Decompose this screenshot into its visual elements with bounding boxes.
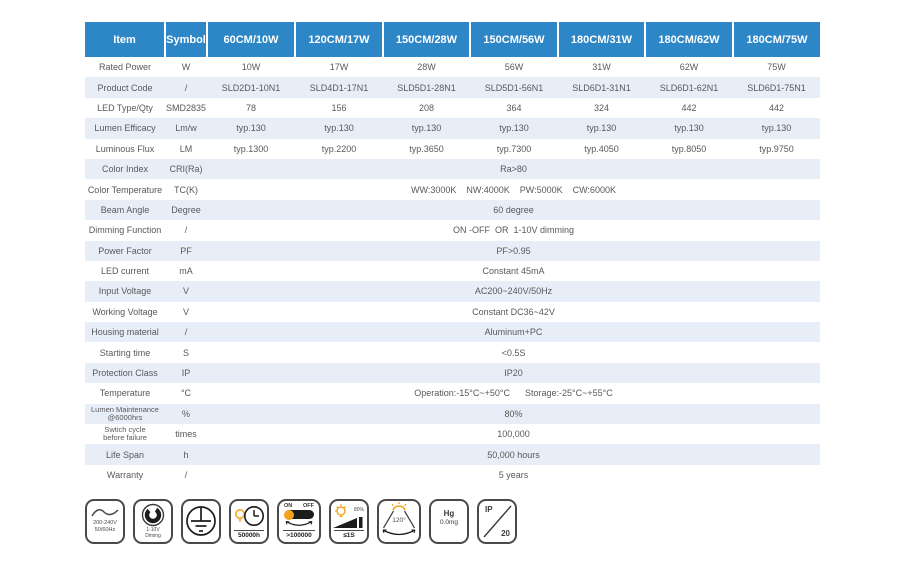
- symbol-cell: S: [165, 342, 207, 362]
- symbol-cell: TC(K): [165, 179, 207, 199]
- dim-range-label: 1-10V: [146, 527, 160, 533]
- item-cell: Input Voltage: [85, 281, 165, 301]
- table-row: [85, 200, 820, 220]
- symbol-cell: /: [165, 322, 207, 342]
- value-cell: typ.2200: [295, 139, 383, 159]
- table-row: [85, 241, 820, 261]
- table-row: [85, 179, 820, 199]
- value-cell: 208: [383, 98, 470, 118]
- ip-rating-icon: [477, 499, 517, 544]
- column-header-model: 120CM/17W: [295, 22, 383, 57]
- value-cell: SLD2D1-10N1: [207, 77, 295, 97]
- span-value-cell: 5 years: [207, 465, 820, 485]
- value-cell: typ.1300: [207, 139, 295, 159]
- item-cell: Lumen Efficacy: [85, 118, 165, 138]
- item-cell: Color Index: [85, 159, 165, 179]
- item-cell: Rated Power: [85, 57, 165, 77]
- value-cell: typ.130: [733, 118, 820, 138]
- table-row: [85, 98, 820, 118]
- symbol-cell: °C: [165, 383, 207, 403]
- table-row: [85, 159, 820, 179]
- symbol-cell: W: [165, 57, 207, 77]
- span-value-cell: 60 degree: [207, 200, 820, 220]
- table-row: [85, 465, 820, 485]
- item-cell: Temperature: [85, 383, 165, 403]
- span-value-cell: 50,000 hours: [207, 444, 820, 464]
- item-cell: LED Type/Qty: [85, 98, 165, 118]
- value-cell: 10W: [207, 57, 295, 77]
- ac-voltage-icon: [85, 499, 125, 544]
- startup-time-label: ≤1S: [334, 530, 364, 540]
- value-cell: SLD5D1-56N1: [470, 77, 558, 97]
- item-cell: Product Code: [85, 77, 165, 97]
- item-cell: Working Voltage: [85, 302, 165, 322]
- ground-symbol-glyph: [184, 503, 218, 539]
- mercury-symbol-label: Hg: [443, 509, 455, 518]
- value-cell: 364: [470, 98, 558, 118]
- value-cell: SLD4D1-17N1: [295, 77, 383, 97]
- toggle-dot: [284, 510, 294, 520]
- table-row: [85, 77, 820, 97]
- column-header-symbol: Symbol: [165, 22, 207, 57]
- column-header-model: 60CM/10W: [207, 22, 295, 57]
- value-cell: typ.9750: [733, 139, 820, 159]
- span-value-cell: 100,000: [207, 424, 820, 444]
- table-row: [85, 342, 820, 362]
- item-cell: Power Factor: [85, 241, 165, 261]
- table-row: [85, 220, 820, 240]
- value-cell: 442: [733, 98, 820, 118]
- cycle-arrow-glyph: [282, 520, 316, 528]
- voltage-range-label: 200-240V: [93, 520, 117, 526]
- value-cell: typ.7300: [470, 139, 558, 159]
- item-cell: Beam Angle: [85, 200, 165, 220]
- value-cell: SLD6D1-31N1: [558, 77, 645, 97]
- spec-table: [85, 22, 820, 485]
- table-row: [85, 261, 820, 281]
- value-cell: 442: [645, 98, 733, 118]
- value-cell: typ.130: [558, 118, 645, 138]
- bulb-clock-glyph: [232, 504, 266, 528]
- lumen-percent-label: 80%: [353, 507, 364, 513]
- on-off-labels: [284, 503, 314, 509]
- symbol-cell: Degree: [165, 200, 207, 220]
- item-cell: Color Temperature: [85, 179, 165, 199]
- sine-wave-glyph: [89, 505, 121, 520]
- mercury-amount-label: 0.0mg: [439, 519, 459, 526]
- on-label: ON: [284, 503, 293, 509]
- spec-table-body: [85, 57, 820, 485]
- header-row: [85, 22, 820, 57]
- symbol-cell: PF: [165, 241, 207, 261]
- certification-icons: [85, 499, 517, 544]
- value-cell: SLD6D1-75N1: [733, 77, 820, 97]
- value-cell: typ.130: [383, 118, 470, 138]
- column-header-item: Item: [85, 22, 165, 57]
- span-value-cell: Constant DC36~42V: [207, 302, 820, 322]
- value-cell: 75W: [733, 57, 820, 77]
- ip-value-label: 20: [501, 529, 510, 538]
- value-cell: 156: [295, 98, 383, 118]
- symbol-cell: %: [165, 404, 207, 424]
- symbol-cell: mA: [165, 261, 207, 281]
- table-row: [85, 424, 820, 444]
- symbol-cell: CRI(Ra): [165, 159, 207, 179]
- symbol-cell: SMD2835: [165, 98, 207, 118]
- span-value-cell: Constant 45mA: [207, 261, 820, 281]
- table-row: [85, 118, 820, 138]
- symbol-cell: Lm/w: [165, 118, 207, 138]
- span-value-cell: WW:3000K NW:4000K PW:5000K CW:6000K: [207, 179, 820, 199]
- switch-cycle-icon: [277, 499, 321, 544]
- frequency-label: 50/60Hz: [94, 526, 116, 533]
- span-value-cell: Operation:-15°C~+50°C Storage:-25°C~+55°C: [207, 383, 820, 403]
- value-cell: typ.130: [470, 118, 558, 138]
- value-cell: 56W: [470, 57, 558, 77]
- symbol-cell: /: [165, 77, 207, 97]
- table-row: [85, 57, 820, 77]
- column-header-model: 150CM/56W: [470, 22, 558, 57]
- symbol-cell: h: [165, 444, 207, 464]
- item-cell: Lumen Maintenance @6000hrs: [85, 404, 165, 424]
- toggle-switch-glyph: [285, 510, 314, 519]
- dimming-knob-icon: [133, 499, 173, 544]
- lifetime-icon: [229, 499, 269, 544]
- value-cell: typ.130: [645, 118, 733, 138]
- value-cell: 28W: [383, 57, 470, 77]
- value-cell: typ.130: [295, 118, 383, 138]
- symbol-cell: IP: [165, 363, 207, 383]
- value-cell: typ.8050: [645, 139, 733, 159]
- dim-label: Diming: [145, 532, 161, 539]
- column-header-model: 180CM/62W: [645, 22, 733, 57]
- value-cell: SLD5D1-28N1: [383, 77, 470, 97]
- value-cell: 62W: [645, 57, 733, 77]
- table-row: [85, 302, 820, 322]
- value-cell: typ.130: [207, 118, 295, 138]
- table-row: [85, 322, 820, 342]
- table-row: [85, 404, 820, 424]
- earth-ground-icon: [181, 499, 221, 544]
- symbol-cell: /: [165, 220, 207, 240]
- column-header-model: 150CM/28W: [383, 22, 470, 57]
- ip-label: IP: [485, 505, 493, 514]
- span-value-cell: AC200~240V/50Hz: [207, 281, 820, 301]
- knob-glyph: [140, 503, 166, 528]
- mercury-free-icon: [429, 499, 469, 544]
- off-label: OFF: [303, 503, 314, 509]
- table-row: [85, 281, 820, 301]
- span-value-cell: Ra>80: [207, 159, 820, 179]
- table-row: [85, 383, 820, 403]
- beam-angle-label: 120°: [392, 517, 406, 524]
- value-cell: SLD6D1-62N1: [645, 77, 733, 97]
- table-row: [85, 363, 820, 383]
- value-cell: 78: [207, 98, 295, 118]
- table-row: [85, 139, 820, 159]
- beam-angle-icon: [377, 499, 421, 544]
- span-value-cell: PF>0.95: [207, 241, 820, 261]
- item-cell: Starting time: [85, 342, 165, 362]
- item-cell: Life Span: [85, 444, 165, 464]
- symbol-cell: V: [165, 302, 207, 322]
- item-cell: Warranty: [85, 465, 165, 485]
- span-value-cell: IP20: [207, 363, 820, 383]
- symbol-cell: times: [165, 424, 207, 444]
- symbol-cell: V: [165, 281, 207, 301]
- cycle-count-label: >100000: [283, 530, 316, 540]
- value-cell: 324: [558, 98, 645, 118]
- item-cell: LED current: [85, 261, 165, 281]
- span-value-cell: ON -OFF OR 1-10V dimming: [207, 220, 820, 240]
- table-row: [85, 444, 820, 464]
- value-cell: typ.3650: [383, 139, 470, 159]
- span-value-cell: <0.5S: [207, 342, 820, 362]
- item-cell: Housing material: [85, 322, 165, 342]
- item-cell: Swtich cycle before failure: [85, 424, 165, 444]
- lumen-maintenance-icon: [329, 499, 369, 544]
- span-value-cell: Aluminum+PC: [207, 322, 820, 342]
- column-header-model: 180CM/75W: [733, 22, 820, 57]
- lifetime-hours-label: 50000h: [234, 530, 264, 540]
- value-cell: 17W: [295, 57, 383, 77]
- span-value-cell: 80%: [207, 404, 820, 424]
- column-header-model: 180CM/31W: [558, 22, 645, 57]
- value-cell: typ.4050: [558, 139, 645, 159]
- symbol-cell: LM: [165, 139, 207, 159]
- item-cell: Dimming Function: [85, 220, 165, 240]
- item-cell: Protection Class: [85, 363, 165, 383]
- symbol-cell: /: [165, 465, 207, 485]
- value-cell: 31W: [558, 57, 645, 77]
- item-cell: Luminous Flux: [85, 139, 165, 159]
